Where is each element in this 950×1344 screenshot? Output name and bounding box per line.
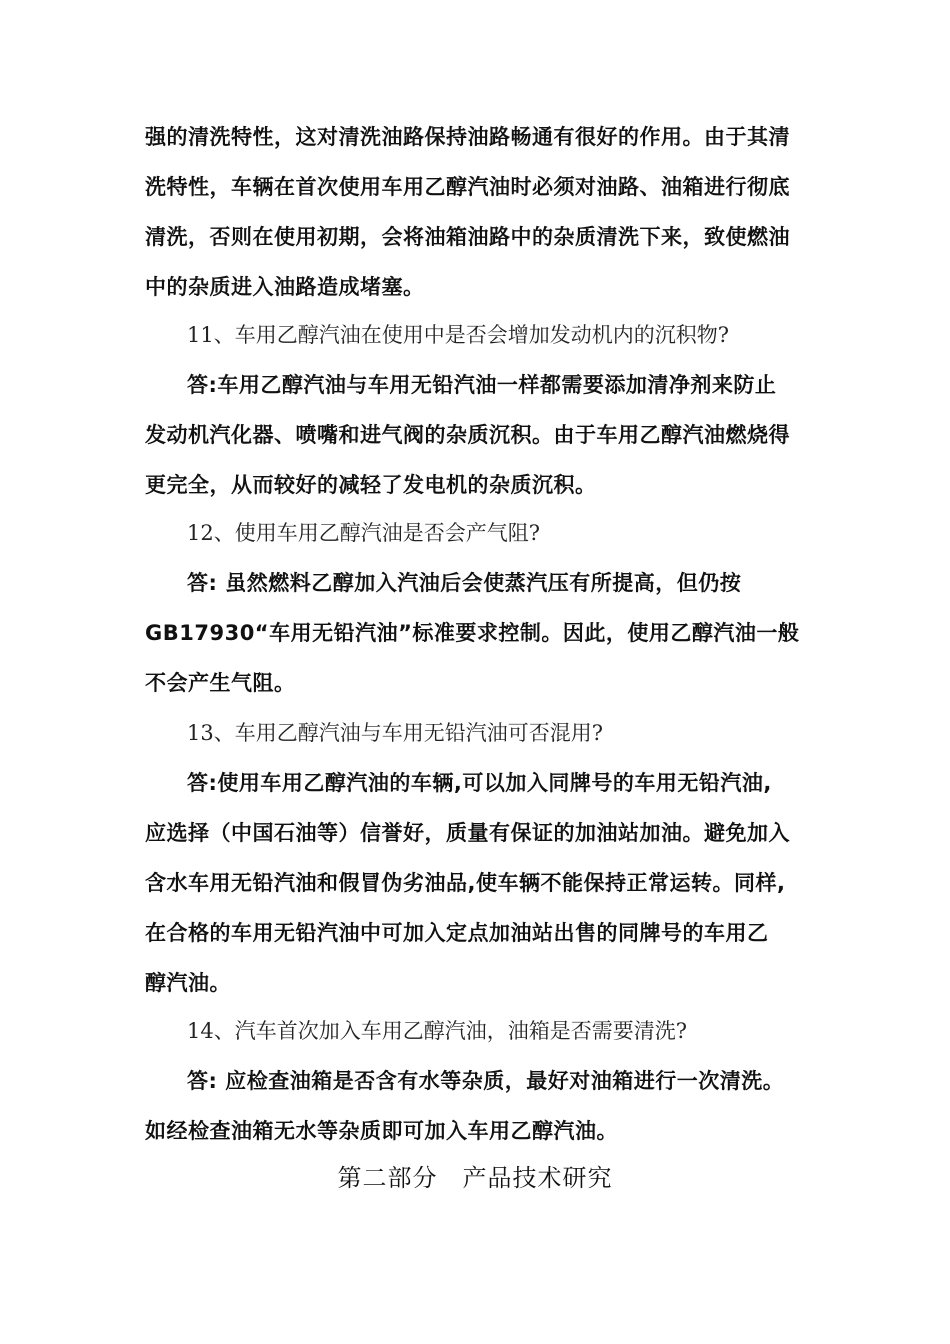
- question-12: 12、使用车用乙醇汽油是否会产气阻?: [187, 521, 540, 545]
- answer-11-line: 答:车用乙醇汽油与车用无铅汽油一样都需要添加清净剂来防止: [187, 373, 777, 397]
- question-13: 13、车用乙醇汽油与车用无铅汽油可否混用?: [187, 721, 603, 745]
- answer-13-line: 在合格的车用无铅汽油中可加入定点加油站出售的同牌号的车用乙: [145, 921, 769, 945]
- answer-12-line: GB17930“车用无铅汽油”标准要求控制。因此，使用乙醇汽油一般: [145, 621, 800, 645]
- answer-11-line: 更完全，从而较好的减轻了发电机的杂质沉积。: [145, 473, 597, 497]
- paragraph-line: 中的杂质进入油路造成堵塞。: [145, 275, 425, 299]
- answer-12-line: 不会产生气阻。: [145, 671, 296, 695]
- answer-14-line: 答: 应检查油箱是否含有水等杂质，最好对油箱进行一次清洗。: [187, 1069, 785, 1093]
- question-11: 11、车用乙醇汽油在使用中是否会增加发动机内的沉积物?: [187, 323, 729, 347]
- paragraph-line: 强的清洗特性，这对清洗油路保持油路畅通有很好的作用。由于其清: [145, 125, 790, 149]
- paragraph-line: 清洗，否则在使用初期，会将油箱油路中的杂质清洗下来，致使燃油: [145, 225, 790, 249]
- answer-13-line: 醇汽油。: [145, 971, 231, 995]
- answer-13-line: 答:使用车用乙醇汽油的车辆,可以加入同牌号的车用无铅汽油,: [187, 771, 772, 795]
- section-heading: 第二部分 产品技术研究: [337, 1164, 613, 1192]
- answer-12-line: 答: 虽然燃料乙醇加入汽油后会使蒸汽压有所提高，但仍按: [187, 571, 742, 595]
- answer-14-line: 如经检查油箱无水等杂质即可加入车用乙醇汽油。: [145, 1119, 618, 1143]
- answer-11-line: 发动机汽化器、喷嘴和进气阀的杂质沉积。由于车用乙醇汽油燃烧得: [145, 423, 790, 447]
- answer-13-line: 应选择（中国石油等）信誉好，质量有保证的加油站加油。避免加入: [145, 821, 790, 845]
- paragraph-line: 洗特性，车辆在首次使用车用乙醇汽油时必须对油路、油箱进行彻底: [145, 175, 790, 199]
- answer-13-line: 含水车用无铅汽油和假冒伪劣油品,使车辆不能保持正常运转。同样,: [145, 871, 786, 895]
- question-14: 14、汽车首次加入车用乙醇汽油，油箱是否需要清洗?: [187, 1019, 687, 1043]
